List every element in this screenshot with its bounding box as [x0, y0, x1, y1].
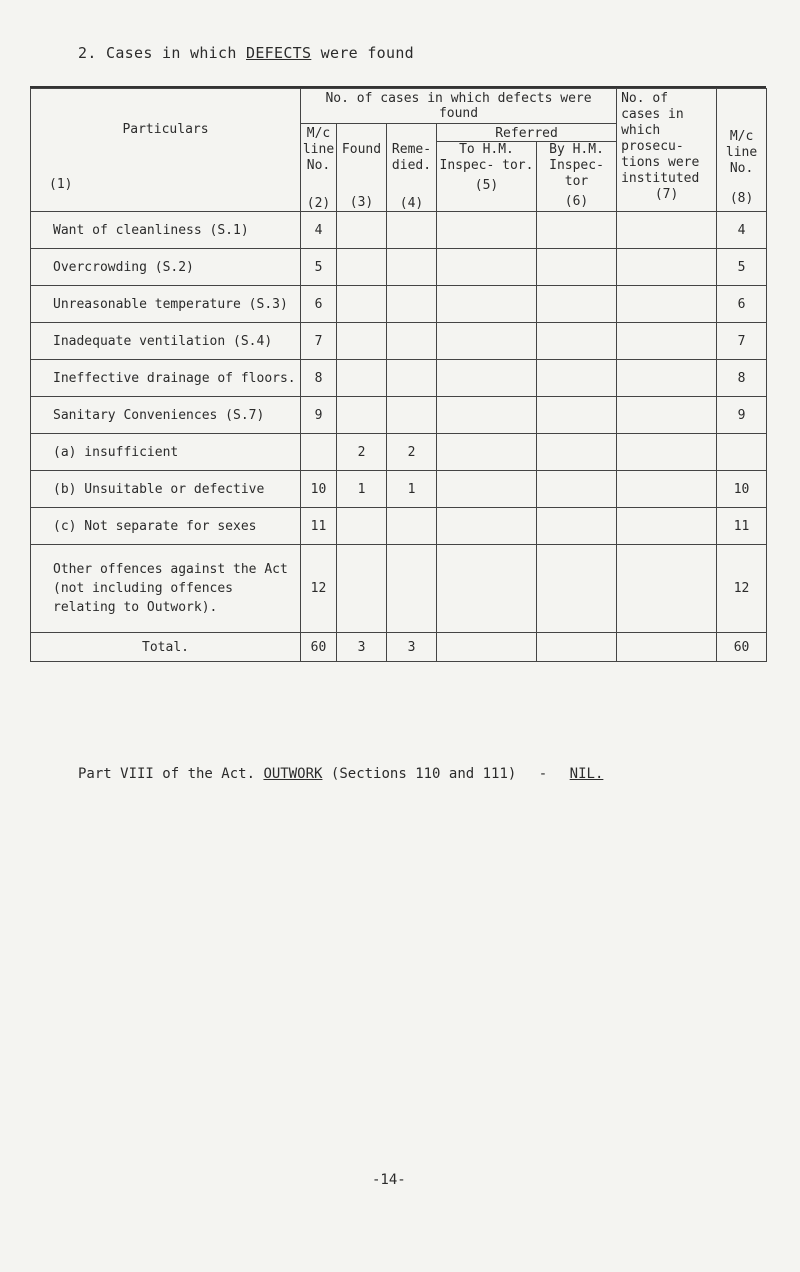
header-text: Reme- died. — [391, 142, 432, 173]
table-cell — [337, 286, 387, 323]
heading-pre: Cases in which — [106, 44, 237, 62]
table-cell: Overcrowding (S.2) — [31, 249, 301, 286]
table-cell — [437, 286, 537, 323]
table-row — [31, 434, 767, 471]
table-cell — [537, 397, 617, 434]
table-cell — [337, 397, 387, 434]
table-cell — [537, 286, 617, 323]
table-cell: 60 — [301, 633, 337, 662]
table-row — [31, 545, 767, 633]
header-text: Found — [341, 142, 382, 157]
table-cell: 6 — [717, 286, 767, 323]
table-cell — [387, 286, 437, 323]
table-row — [31, 286, 767, 323]
outwork-sections: (Sections 110 and 111) — [330, 766, 517, 782]
table-cell — [537, 545, 617, 633]
table-row — [31, 360, 767, 397]
header-row-1 — [31, 89, 767, 124]
header-text: (7) — [654, 187, 679, 202]
referred-header: Referred — [437, 124, 617, 142]
table-cell — [537, 508, 617, 545]
table-cell — [617, 360, 717, 397]
table-cell — [387, 212, 437, 249]
page-heading — [78, 44, 414, 62]
header-text: Particulars — [122, 122, 209, 137]
outwork-title: OUTWORK — [263, 766, 323, 782]
table-cell — [437, 397, 537, 434]
table-cell — [437, 434, 537, 471]
header-text: (6) — [564, 194, 589, 210]
total-label: Total. — [31, 633, 301, 662]
table-cell — [337, 249, 387, 286]
total-row — [31, 633, 767, 662]
table-cell — [337, 360, 387, 397]
table-cell: 9 — [301, 397, 337, 434]
table-cell: Ineffective drainage of floors. — [31, 360, 301, 397]
table-cell: 7 — [301, 323, 337, 360]
table-cell — [617, 249, 717, 286]
table-cell — [387, 360, 437, 397]
table-cell: Inadequate ventilation (S.4) — [31, 323, 301, 360]
table-cell: 3 — [337, 633, 387, 662]
table-cell — [437, 249, 537, 286]
table-cell — [437, 212, 537, 249]
table-cell — [337, 212, 387, 249]
outwork-dash: - — [538, 766, 548, 782]
table-row — [31, 397, 767, 434]
table-cell — [437, 360, 537, 397]
table-cell: 5 — [301, 249, 337, 286]
heading-defects: DEFECTS — [246, 44, 312, 62]
outwork-note — [78, 766, 603, 782]
table-cell: 60 — [717, 633, 767, 662]
table-cell — [537, 434, 617, 471]
heading-number: 2. — [78, 44, 97, 62]
table-cell — [537, 212, 617, 249]
page-number: -14- — [372, 1172, 406, 1188]
table-cell: 9 — [717, 397, 767, 434]
header-text: No. of cases in which prosecu- tions were instituted — [621, 91, 700, 186]
table-cell: 1 — [337, 471, 387, 508]
defects-table — [30, 88, 767, 662]
table-cell: 3 — [387, 633, 437, 662]
table-cell: (b) Unsuitable or defective — [31, 471, 301, 508]
table-cell — [617, 545, 717, 633]
table-cell — [437, 471, 537, 508]
table-cell — [537, 633, 617, 662]
table-cell — [301, 434, 337, 471]
header-text: (1) — [49, 177, 73, 192]
table-cell — [387, 397, 437, 434]
header-text: To H.M. Inspec- tor. — [439, 142, 534, 174]
table-cell — [437, 323, 537, 360]
table-cell — [617, 323, 717, 360]
group-header: No. of cases in which defects were found — [301, 89, 617, 124]
table-cell: 4 — [301, 212, 337, 249]
table-cell — [617, 286, 717, 323]
table-cell: 11 — [717, 508, 767, 545]
header-text: (2) — [306, 196, 331, 211]
header-text: (5) — [474, 178, 499, 194]
table-cell: 2 — [387, 434, 437, 471]
header-text: By H.M. Inspec- tor — [549, 142, 604, 190]
table-cell — [437, 545, 537, 633]
table-cell — [617, 508, 717, 545]
table-row — [31, 508, 767, 545]
table-cell: 12 — [301, 545, 337, 633]
col-mc2-header — [717, 89, 767, 212]
header-text: (3) — [349, 195, 374, 210]
table-row — [31, 249, 767, 286]
col-remedied-header — [387, 124, 437, 212]
table-cell — [387, 545, 437, 633]
table-row — [31, 212, 767, 249]
table-cell — [537, 471, 617, 508]
col-to-hm-header — [437, 142, 537, 212]
table-cell: 2 — [337, 434, 387, 471]
table-cell — [617, 434, 717, 471]
col-by-hm-header — [537, 142, 617, 212]
table-row — [31, 323, 767, 360]
header-text: M/c line No. — [302, 126, 335, 173]
table-cell: 11 — [301, 508, 337, 545]
table-cell: 10 — [717, 471, 767, 508]
table-cell — [537, 249, 617, 286]
table-cell — [617, 397, 717, 434]
table-cell — [617, 471, 717, 508]
table-cell: Sanitary Conveniences (S.7) — [31, 397, 301, 434]
table-cell — [337, 323, 387, 360]
table-cell: 1 — [387, 471, 437, 508]
table-cell — [387, 508, 437, 545]
table-cell — [437, 508, 537, 545]
col-mc-header — [301, 124, 337, 212]
table-cell: 8 — [717, 360, 767, 397]
table-cell — [537, 360, 617, 397]
table-cell — [387, 323, 437, 360]
table-cell: (c) Not separate for sexes — [31, 508, 301, 545]
table-cell — [617, 212, 717, 249]
outwork-result: NIL. — [569, 766, 604, 782]
table-cell: 7 — [717, 323, 767, 360]
table-cell: 12 — [717, 545, 767, 633]
table-cell: 5 — [717, 249, 767, 286]
table-cell: 4 — [717, 212, 767, 249]
table-cell — [537, 323, 617, 360]
table-cell: Want of cleanliness (S.1) — [31, 212, 301, 249]
col-particulars-header — [31, 89, 301, 212]
table-cell — [437, 633, 537, 662]
table-cell: 8 — [301, 360, 337, 397]
table-cell — [717, 434, 767, 471]
header-text: M/c line No. — [725, 129, 758, 176]
header-text: (8) — [729, 191, 754, 206]
table-cell: Other offences against the Act (not including offences relating to Outwork). — [31, 545, 301, 633]
col-prosecutions-header — [617, 89, 717, 212]
heading-post: were found — [320, 44, 414, 62]
header-text: (4) — [399, 196, 424, 211]
table-cell — [387, 249, 437, 286]
table-cell — [337, 545, 387, 633]
table-row — [31, 471, 767, 508]
table-cell: 6 — [301, 286, 337, 323]
table-cell — [617, 633, 717, 662]
table-cell: 10 — [301, 471, 337, 508]
table-cell: Unreasonable temperature (S.3) — [31, 286, 301, 323]
col-found-header — [337, 124, 387, 212]
table-cell — [337, 508, 387, 545]
table-cell: (a) insufficient — [31, 434, 301, 471]
outwork-part: Part VIII of the Act. — [78, 766, 256, 782]
